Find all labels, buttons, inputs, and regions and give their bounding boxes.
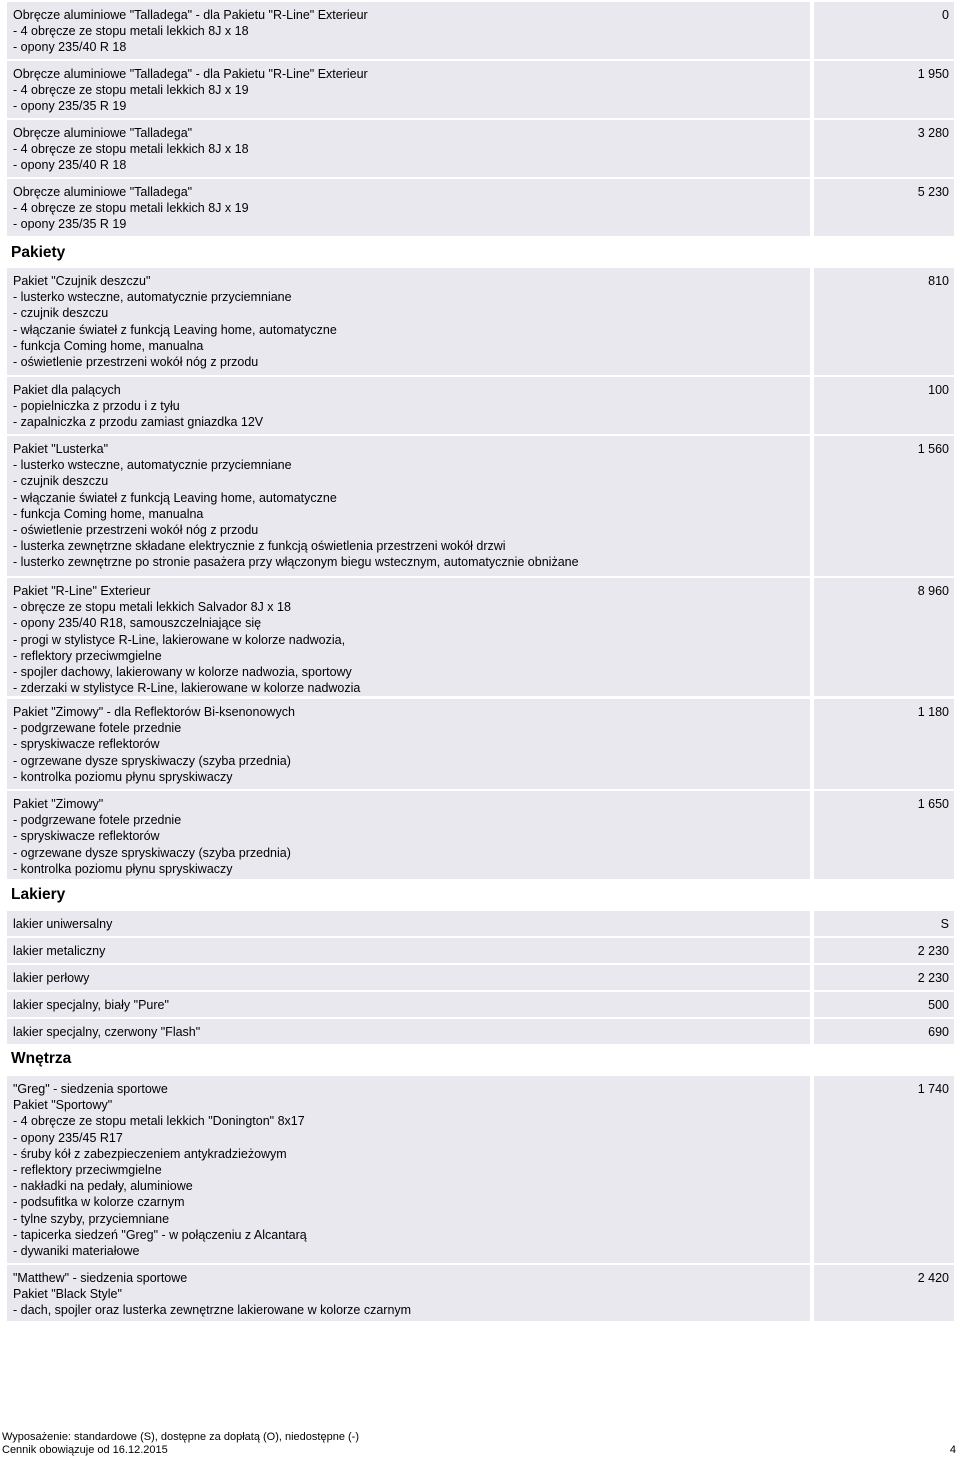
section-heading-lakiery: Lakiery <box>11 886 66 903</box>
item-feature: - podsufitka w kolorze czarnym <box>13 1195 185 1210</box>
item-feature: - spryskiwacze reflektorów <box>13 829 160 844</box>
item-feature: - włączanie świateł z funkcją Leaving home, automatyczne <box>13 322 337 337</box>
price-row <box>7 1019 954 1044</box>
item-feature: - opony 235/35 R 19 <box>13 99 127 114</box>
item-feature: - opony 235/45 R17 <box>13 1130 123 1145</box>
price-row <box>7 578 954 696</box>
item-price: 1 650 <box>814 791 954 879</box>
item-feature: - włączanie świateł z funkcją Leaving home, automatyczne <box>13 490 337 505</box>
item-title: lakier perłowy <box>13 971 90 985</box>
item-feature: - opony 235/35 R 19 <box>13 217 127 232</box>
price-row <box>7 377 954 434</box>
item-price: 3 280 <box>814 120 954 177</box>
item-feature: - opony 235/40 R18, samouszczelniające się <box>13 616 262 631</box>
item-price: 1 950 <box>814 61 954 118</box>
item-title: lakier specjalny, biały "Pure" <box>13 998 169 1012</box>
item-feature: Pakiet "Black Style" <box>13 1287 122 1302</box>
price-row <box>7 179 954 236</box>
price-row <box>7 268 954 375</box>
item-title: Obręcze aluminiowe "Talladega" <box>13 126 193 140</box>
item-description <box>7 992 810 1017</box>
price-row <box>7 1076 954 1263</box>
item-title: Obręcze aluminiowe "Talladega" - dla Pakietu "R-Line" Exterieur <box>13 8 368 22</box>
item-description <box>7 120 810 177</box>
item-description <box>7 938 810 963</box>
item-price: 500 <box>814 992 954 1017</box>
item-price: 1 560 <box>814 436 954 576</box>
item-price: 810 <box>814 268 954 375</box>
section-heading-pakiety: Pakiety <box>11 244 66 261</box>
item-feature: - reflektory przeciwmgielne <box>13 648 162 663</box>
item-price: 5 230 <box>814 179 954 236</box>
item-title: Pakiet dla palących <box>13 383 121 397</box>
item-price: 690 <box>814 1019 954 1044</box>
item-title: Pakiet "Lusterka" <box>13 442 109 456</box>
price-row <box>7 911 954 936</box>
item-feature: - opony 235/40 R 18 <box>13 158 127 173</box>
item-feature: - lusterko wsteczne, automatycznie przyciemniane <box>13 458 292 473</box>
item-title: Pakiet "Zimowy" - dla Reflektorów Bi-ksenonowych <box>13 705 295 719</box>
item-description <box>7 965 810 990</box>
item-description <box>7 436 810 576</box>
price-row <box>7 436 954 576</box>
item-feature: - lusterko wsteczne, automatycznie przyciemniane <box>13 290 292 305</box>
price-row <box>7 699 954 789</box>
item-title: lakier specjalny, czerwony "Flash" <box>13 1025 201 1039</box>
item-description <box>7 1265 810 1321</box>
item-description <box>7 377 810 434</box>
item-feature: - funkcja Coming home, manualna <box>13 338 204 353</box>
item-description <box>7 911 810 936</box>
item-price: 2 420 <box>814 1265 954 1321</box>
item-title: Obręcze aluminiowe "Talladega" - dla Pakietu "R-Line" Exterieur <box>13 67 368 81</box>
item-feature: - zderzaki w stylistyce R-Line, lakierowane w kolorze nadwozia <box>13 681 361 696</box>
item-feature: - obręcze ze stopu metali lekkich Salvador 8J x 18 <box>13 600 291 615</box>
item-price: 100 <box>814 377 954 434</box>
item-feature: - 4 obręcze ze stopu metali lekkich 8J x 18 <box>13 142 249 157</box>
item-feature: - czujnik deszczu <box>13 474 109 489</box>
item-feature: - opony 235/40 R 18 <box>13 40 127 55</box>
item-feature: - 4 obręcze ze stopu metali lekkich 8J x 19 <box>13 201 249 216</box>
item-feature: - ogrzewane dysze spryskiwaczy (szyba przednia) <box>13 845 291 860</box>
item-feature: - lusterko zewnętrzne po stronie pasażera przy włączonym biegu wstecznym, automatycznie obniżane <box>13 555 579 570</box>
item-description <box>7 1076 810 1263</box>
price-row <box>7 2 954 59</box>
item-feature: - lusterka zewnętrzne składane elektrycznie z funkcją oświetlenia przestrzeni wokół drzwi <box>13 539 506 554</box>
item-feature: Pakiet "Sportowy" <box>13 1098 113 1113</box>
item-title: Pakiet "R-Line" Exterieur <box>13 584 151 598</box>
item-description <box>7 578 810 696</box>
footer-valid-from: Cennik obowiązuje od 16.12.2015 <box>2 1444 168 1456</box>
footer-legend: Wyposażenie: standardowe (S), dostępne za dopłatą (O), niedostępne (-) <box>2 1431 359 1443</box>
item-description <box>7 2 810 59</box>
item-feature: - tapicerka siedzeń "Greg" - w połączeniu z Alcantarą <box>13 1227 307 1242</box>
item-feature: - dach, spojler oraz lusterka zewnętrzne lakierowane w kolorze czarnym <box>13 1303 412 1318</box>
item-feature: - dywaniki materiałowe <box>13 1244 140 1259</box>
price-row <box>7 992 954 1017</box>
item-price: S <box>814 911 954 936</box>
item-feature: - podgrzewane fotele przednie <box>13 813 182 828</box>
item-title: "Greg" - siedzenia sportowe <box>13 1082 168 1096</box>
price-row <box>7 1265 954 1321</box>
item-description <box>7 268 810 375</box>
item-title: lakier metaliczny <box>13 944 106 958</box>
item-feature: - kontrolka poziomu płynu spryskiwaczy <box>13 769 233 784</box>
item-price: 1 180 <box>814 699 954 789</box>
item-feature: - 4 obręcze ze stopu metali lekkich 8J x 18 <box>13 24 249 39</box>
item-feature: - podgrzewane fotele przednie <box>13 721 182 736</box>
price-row <box>7 120 954 177</box>
item-feature: - funkcja Coming home, manualna <box>13 506 204 521</box>
item-title: "Matthew" - siedzenia sportowe <box>13 1271 188 1285</box>
item-feature: - czujnik deszczu <box>13 306 109 321</box>
item-feature: - tylne szyby, przyciemniane <box>13 1211 170 1226</box>
item-feature: - nakładki na pedały, aluminiowe <box>13 1179 193 1194</box>
item-feature: - spryskiwacze reflektorów <box>13 737 160 752</box>
item-feature: - oświetlenie przestrzeni wokół nóg z przodu <box>13 355 259 370</box>
item-price: 2 230 <box>814 938 954 963</box>
price-row <box>7 791 954 879</box>
page-number: 4 <box>949 1444 956 1456</box>
price-row <box>7 938 954 963</box>
item-description <box>7 1019 810 1044</box>
item-title: Pakiet "Czujnik deszczu" <box>13 274 151 288</box>
price-row <box>7 61 954 118</box>
item-price: 2 230 <box>814 965 954 990</box>
section-heading-wnetrza: Wnętrza <box>11 1050 72 1067</box>
item-feature: - ogrzewane dysze spryskiwaczy (szyba przednia) <box>13 753 291 768</box>
item-title: Pakiet "Zimowy" <box>13 797 104 811</box>
item-feature: - 4 obręcze ze stopu metali lekkich 8J x 19 <box>13 83 249 98</box>
item-feature: - śruby kół z zabezpieczeniem antykradzieżowym <box>13 1146 287 1161</box>
item-feature: - kontrolka poziomu płynu spryskiwaczy <box>13 861 233 876</box>
item-feature: - oświetlenie przestrzeni wokół nóg z przodu <box>13 523 259 538</box>
item-feature: - zapalniczka z przodu zamiast gniazdka 12V <box>13 415 264 430</box>
item-title: Obręcze aluminiowe "Talladega" <box>13 185 193 199</box>
price-row <box>7 965 954 990</box>
item-title: lakier uniwersalny <box>13 917 113 931</box>
item-price: 1 740 <box>814 1076 954 1263</box>
item-feature: - spojler dachowy, lakierowany w kolorze nadwozia, sportowy <box>13 665 352 680</box>
item-description <box>7 699 810 789</box>
item-description <box>7 791 810 879</box>
item-description <box>7 179 810 236</box>
item-price: 8 960 <box>814 578 954 696</box>
item-feature: - progi w stylistyce R-Line, lakierowane w kolorze nadwozia, <box>13 632 346 647</box>
item-feature: - reflektory przeciwmgielne <box>13 1163 162 1178</box>
item-feature: - popielniczka z przodu i z tyłu <box>13 399 180 414</box>
item-feature: - 4 obręcze ze stopu metali lekkich "Donington" 8x17 <box>13 1114 305 1129</box>
item-description <box>7 61 810 118</box>
item-price: 0 <box>814 2 954 59</box>
